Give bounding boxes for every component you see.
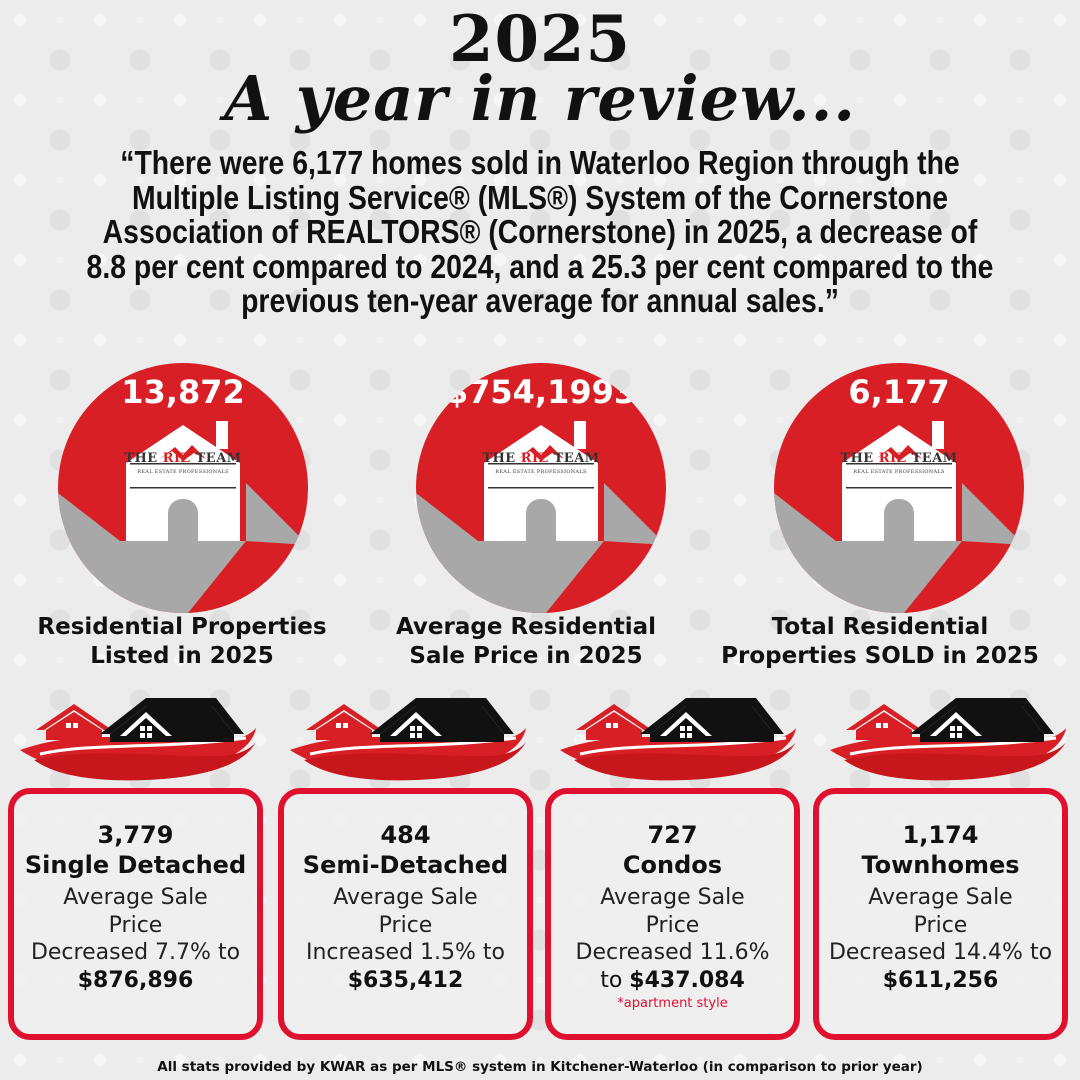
footnote: *apartment style	[617, 995, 728, 1011]
price-description: Average Sale Price Decreased 14.4% to	[828, 885, 1053, 965]
brand-name: THE RIZ TEAM	[482, 451, 600, 466]
roof-swoosh-icon	[16, 690, 261, 782]
stat-circle-3	[774, 363, 1024, 613]
roof-swoosh-icon	[556, 690, 801, 782]
summary-quote: “There were 6,177 homes sold in Waterloo Region through the Multiple Listing Service® (MLS®) System of the Cornerstone Association of REALTORS® (Cornerstone) in 2025, a decrease of 8.8 per cent compared to 2024, and a 25.3 per cent compared to the previous ten-year average for annual sales.”	[86, 144, 994, 319]
stat-value: $754,1993	[445, 373, 637, 411]
average-price: $635,412	[347, 967, 464, 993]
brand-name: THE RIZ TEAM	[840, 451, 958, 466]
sales-count: 3,779	[97, 821, 174, 849]
property-type-card-1	[8, 788, 263, 1040]
property-type: Single Detached	[24, 851, 247, 879]
sales-count: 727	[647, 821, 698, 849]
brand-tagline: REAL ESTATE PROFESSIONALS	[137, 469, 229, 475]
property-type: Condos	[622, 851, 723, 879]
price-description: Average Sale Price Decreased 11.6%	[575, 885, 770, 965]
average-price: to $437.084	[600, 967, 745, 993]
house-logo-icon	[120, 421, 246, 541]
price-description: Average Sale Price Decreased 7.7% to	[30, 885, 241, 965]
property-type-card-4	[813, 788, 1068, 1040]
price-description: Average Sale Price Increased 1.5% to	[305, 885, 506, 965]
property-type-card-3	[545, 788, 800, 1040]
property-type: Townhomes	[861, 851, 1020, 879]
stat-label-2: Average Residential Sale Price in 2025	[395, 614, 657, 669]
stat-circle-2	[416, 363, 666, 613]
stat-label-3: Total Residential Properties SOLD in 2025	[721, 614, 1039, 669]
house-logo-icon	[478, 421, 604, 541]
stat-value: 13,872	[121, 373, 245, 411]
roof-swoosh-icon	[826, 690, 1071, 782]
stat-value: 6,177	[848, 373, 950, 411]
year-heading: 2025	[448, 2, 632, 77]
sales-count: 484	[380, 821, 431, 849]
brand-name: THE RIZ TEAM	[124, 451, 242, 466]
page-subtitle: A year in review...	[224, 62, 856, 135]
house-logo-icon	[836, 421, 962, 541]
stat-label-1: Residential Properties Listed in 2025	[37, 614, 327, 669]
stat-circle-1	[58, 363, 308, 613]
sales-count: 1,174	[902, 821, 979, 849]
roof-swoosh-icon	[286, 690, 531, 782]
brand-tagline: REAL ESTATE PROFESSIONALS	[495, 469, 587, 475]
property-type: Semi-Detached	[302, 851, 509, 879]
average-price: $876,896	[77, 967, 194, 993]
property-type-card-2	[278, 788, 533, 1040]
footer-source-note: All stats provided by KWAR as per MLS® system in Kitchener-Waterloo (in comparison to prior year)	[157, 1059, 923, 1075]
brand-tagline: REAL ESTATE PROFESSIONALS	[853, 469, 945, 475]
average-price: $611,256	[882, 967, 999, 993]
